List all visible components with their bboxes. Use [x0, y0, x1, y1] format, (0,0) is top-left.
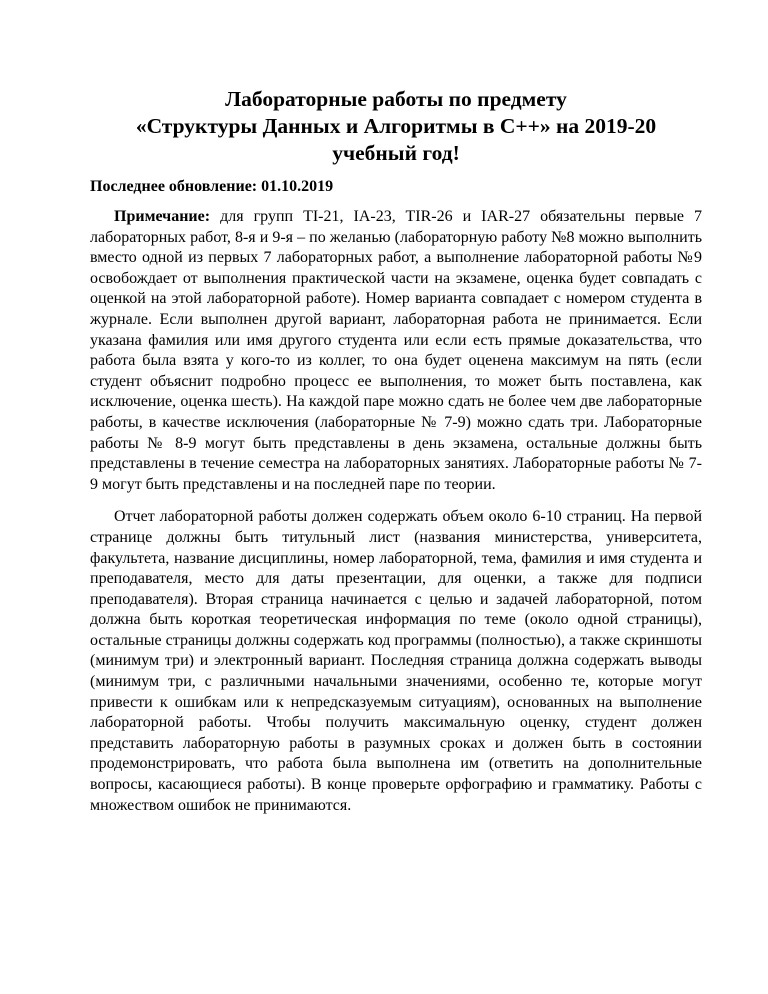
report-paragraph: Отчет лабораторной работы должен содержать объем около 6-10 страниц. На первой странице должны быть титульный лист (названия министерства, университета, факультета, название дисциплины, номер лабораторной, тема, фамилия и имя студента и преподавателя, место для даты презентации, для оценки, а также для подписи преподавателя). Вторая страница начинается с целью и задачей лабораторной, потом должна быть короткая теоретическая информация по теме (около одной страницы), остальные страницы должны содержать код программы (полностью), а также скриншоты (минимум три) и электронный вариант. Последняя страница должна содержать выводы (минимум три, с различными начальными значениями, особенно те, которые могут привести к ошибкам или к непредсказуемым ситуациям), основанных на выполнение лабораторной работы. Чтобы получить максимальную оценку, студент должен представить лабораторную работы в разумных сроках и должен быть в состоянии продемонстрировать, что работа была выполнена им (ответить на дополнительные вопросы, касающиеся работы). В конце проверьте орфографию и грамматику. Работы с множеством ошибок не принимаются. — [90, 508, 702, 814]
document-page — [90, 86, 702, 828]
note-label: Примечание: — [114, 208, 211, 225]
note-paragraph — [90, 207, 702, 495]
title-line-2: «Структуры Данных и Алгоритмы в C++» на 2019-20 — [135, 114, 657, 138]
document-title — [90, 86, 702, 167]
title-line-3: учебный год! — [332, 141, 460, 165]
note-text: для групп TI-21, IA-23, TIR-26 и IAR-27 обязательны первые 7 лабораторных работ, 8-я и 9-я – по желанью (лабораторную работу №8 можно выполнить вместо одной из первых 7 лабораторных работ, а выполнение лабораторной работы №9 освобождает от выполнения практической части на экзамене, оценка будет совпадать с оценкой на этой лабораторной работе). Номер варианта совпадает с номером студента в журнале. Если выполнен другой вариант, лабораторная работа не принимается. Если указана фамилия или имя другого студента или если есть прямые доказательства, что работа была взята у кого-то из коллег, то она будет оценена максимум на пять (если студент объяснит подробно процесс ее выполнения, то может быть поставлена, как исключение, оценка шесть). На каждой паре можно сдать не более чем две лабораторные работы, в качестве исключения (лабораторные № 7-9) можно сдать три. Лабораторные работы № 8-9 могут быть представлены в день экзамена, остальные должны быть представлены в течение семестра на лабораторных занятиях. Лабораторные работы № 7-9 могут быть представлены и на последней паре по теории. — [90, 208, 702, 493]
title-line-1: Лабораторные работы по предмету — [225, 87, 567, 111]
last-updated: Последнее обновление: 01.10.2019 — [90, 178, 334, 195]
